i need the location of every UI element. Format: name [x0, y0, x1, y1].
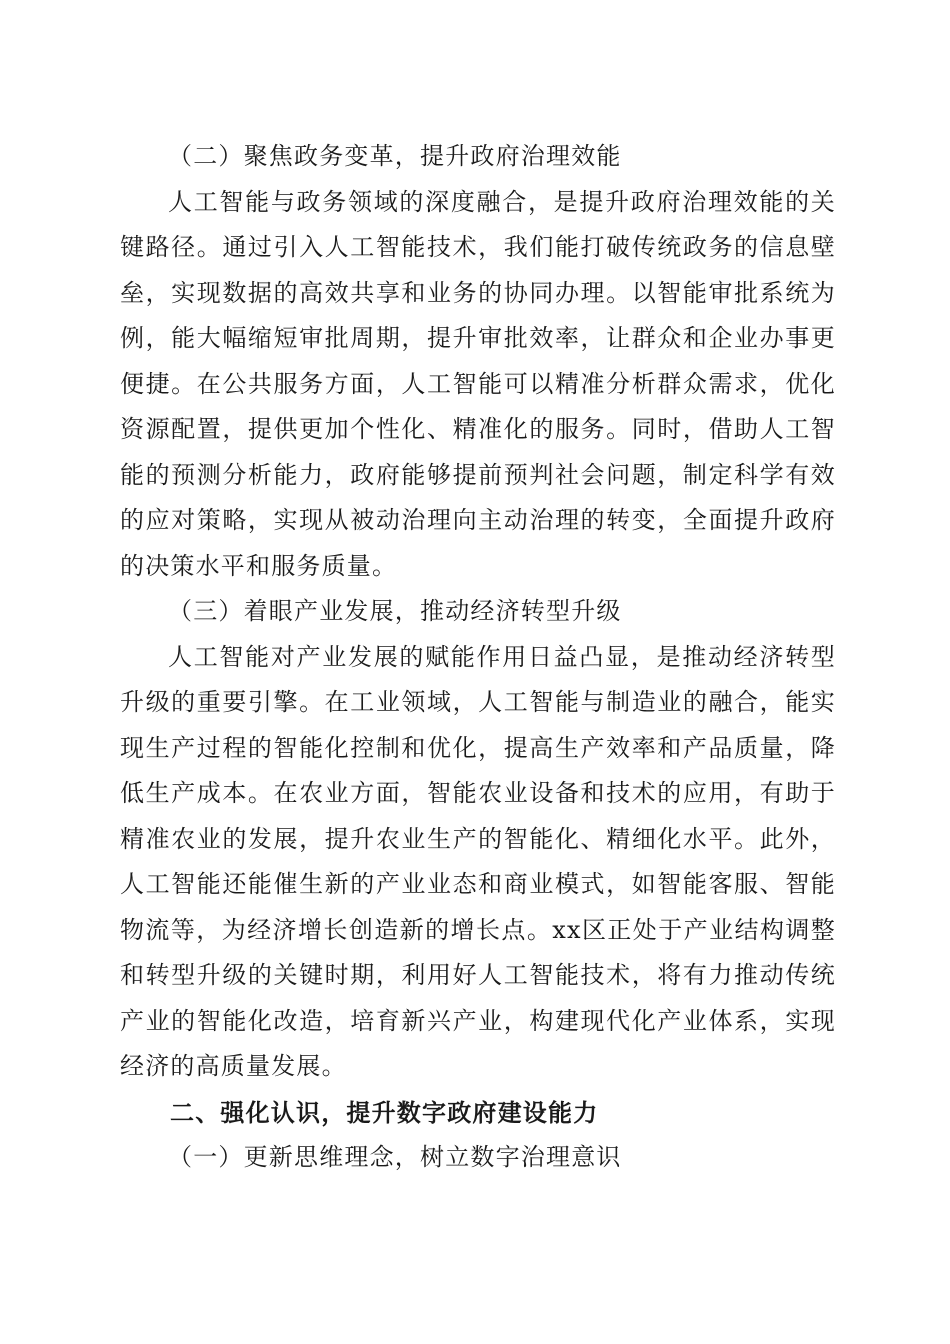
document-body — [120, 134, 836, 1181]
sub-heading-1: （一）更新思维理念，树立数字治理意识 — [168, 1143, 622, 1171]
section-paragraph-2: 人工智能与政务领域的深度融合，是提升政府治理效能的关键路径。通过引入人工智能技术，我们能打破传统政务的信息壁垒，实现数据的高效共享和业务的协同办理。以智能审批系统为例，能大幅缩短审批周期，提升审批效率，让群众和企业办事更便捷。在公共服务方面，人工智能可以精准分析群众需求，优化资源配置，提供更加个性化、精准化的服务。同时，借助人工智能的预测分析能力，政府能够提前预判社会问题，制定科学有效的应对策略，实现从被动治理向主动治理的转变，全面提升政府的决策水平和服务质量。 — [120, 187, 836, 580]
major-heading: 二、强化认识，提升数字政府建设能力 — [170, 1097, 599, 1127]
section-heading-3: （三）着眼产业发展，推动经济转型升级 — [168, 597, 622, 625]
section-heading-2: （二）聚焦政务变革，提升政府治理效能 — [168, 142, 622, 170]
section-paragraph-3: 人工智能对产业发展的赋能作用日益凸显，是推动经济转型升级的重要引擎。在工业领域，人工智能与制造业的融合，能实现生产过程的智能化控制和优化，提高生产效率和产品质量，降低生产成本。在农业方面，智能农业设备和技术的应用，有助于精准农业的发展，提升农业生产的智能化、精细化水平。此外，人工智能还能催生新的产业业态和商业模式，如智能客服、智能物流等，为经济增长创造新的增长点。xx区正处于产业结构调整和转型升级的关键时期，利用好人工智能技术，将有力推动传统产业的智能化改造，培育新兴产业，构建现代化产业体系，实现经济的高质量发展。 — [120, 642, 836, 1080]
